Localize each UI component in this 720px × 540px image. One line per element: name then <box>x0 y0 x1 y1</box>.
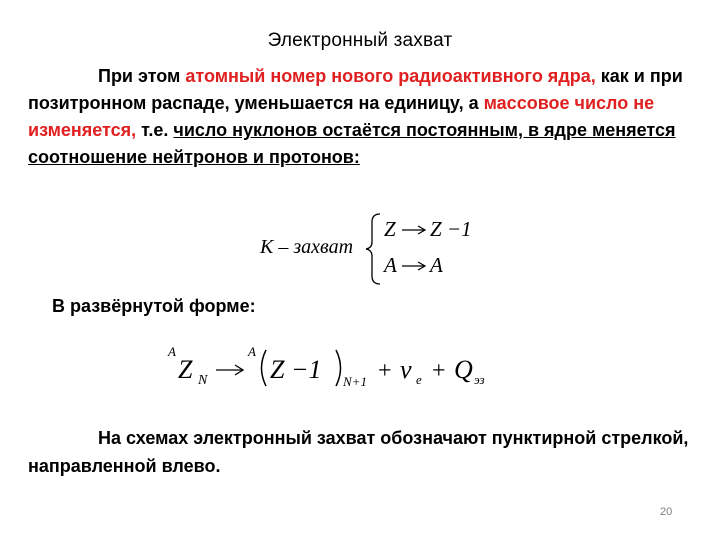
highlight-mass-number: массовое число не изменяется, <box>28 93 655 140</box>
arrow-icon <box>402 226 425 234</box>
subscript-e: e <box>416 372 422 387</box>
symbol-nu: ν <box>400 355 412 384</box>
plus-sign: + <box>378 358 392 384</box>
formula-lhs: K – захват <box>260 236 354 258</box>
symbol-z: Z <box>178 355 193 384</box>
page-number: 20 <box>660 506 673 518</box>
paren-left-icon <box>262 350 267 386</box>
underlined-nucleon-text: число нуклонов остаётся постоянным, в ядре меняется соотношение нейтронов и протонов: <box>28 120 676 167</box>
paragraph-intro <box>28 63 688 171</box>
superscript-a: A <box>168 344 176 359</box>
formula-line2-right: A <box>430 253 443 277</box>
superscript-a: A <box>248 344 256 359</box>
formula-k-capture <box>258 208 498 288</box>
arrow-icon <box>402 262 425 270</box>
paragraph-notation <box>28 424 708 480</box>
paren-right-icon <box>336 350 341 386</box>
formula-expanded <box>160 340 520 390</box>
formula-line1-left: Z <box>384 217 396 241</box>
highlight-atomic-number: атомный номер нового радиоактивного ядра, <box>185 66 596 86</box>
subheading-expanded-form: В развёрнутой форме: <box>52 296 256 316</box>
formula-line2-left: A <box>384 253 397 277</box>
text-run: При этом <box>98 66 186 86</box>
symbol-q: Q <box>454 355 473 384</box>
brace-icon <box>366 214 380 284</box>
text-run: На схемах электронный захват обозначают пунктирной стрелкой, направленной влево. <box>28 428 689 476</box>
subscript-n-plus-1: N+1 <box>343 374 367 389</box>
paren-content: Z −1 <box>270 355 322 384</box>
subscript-ez: эз <box>474 372 485 387</box>
arrow-icon <box>216 365 243 375</box>
slide-title: Электронный захват <box>267 30 453 51</box>
formula-line1-right: Z −1 <box>430 217 472 241</box>
plus-sign: + <box>432 358 446 384</box>
text-run: как и при позитронном распаде, уменьшается на единицу, а <box>28 66 683 113</box>
subscript-n: N <box>198 373 208 388</box>
text-run: т.е. <box>136 120 174 140</box>
